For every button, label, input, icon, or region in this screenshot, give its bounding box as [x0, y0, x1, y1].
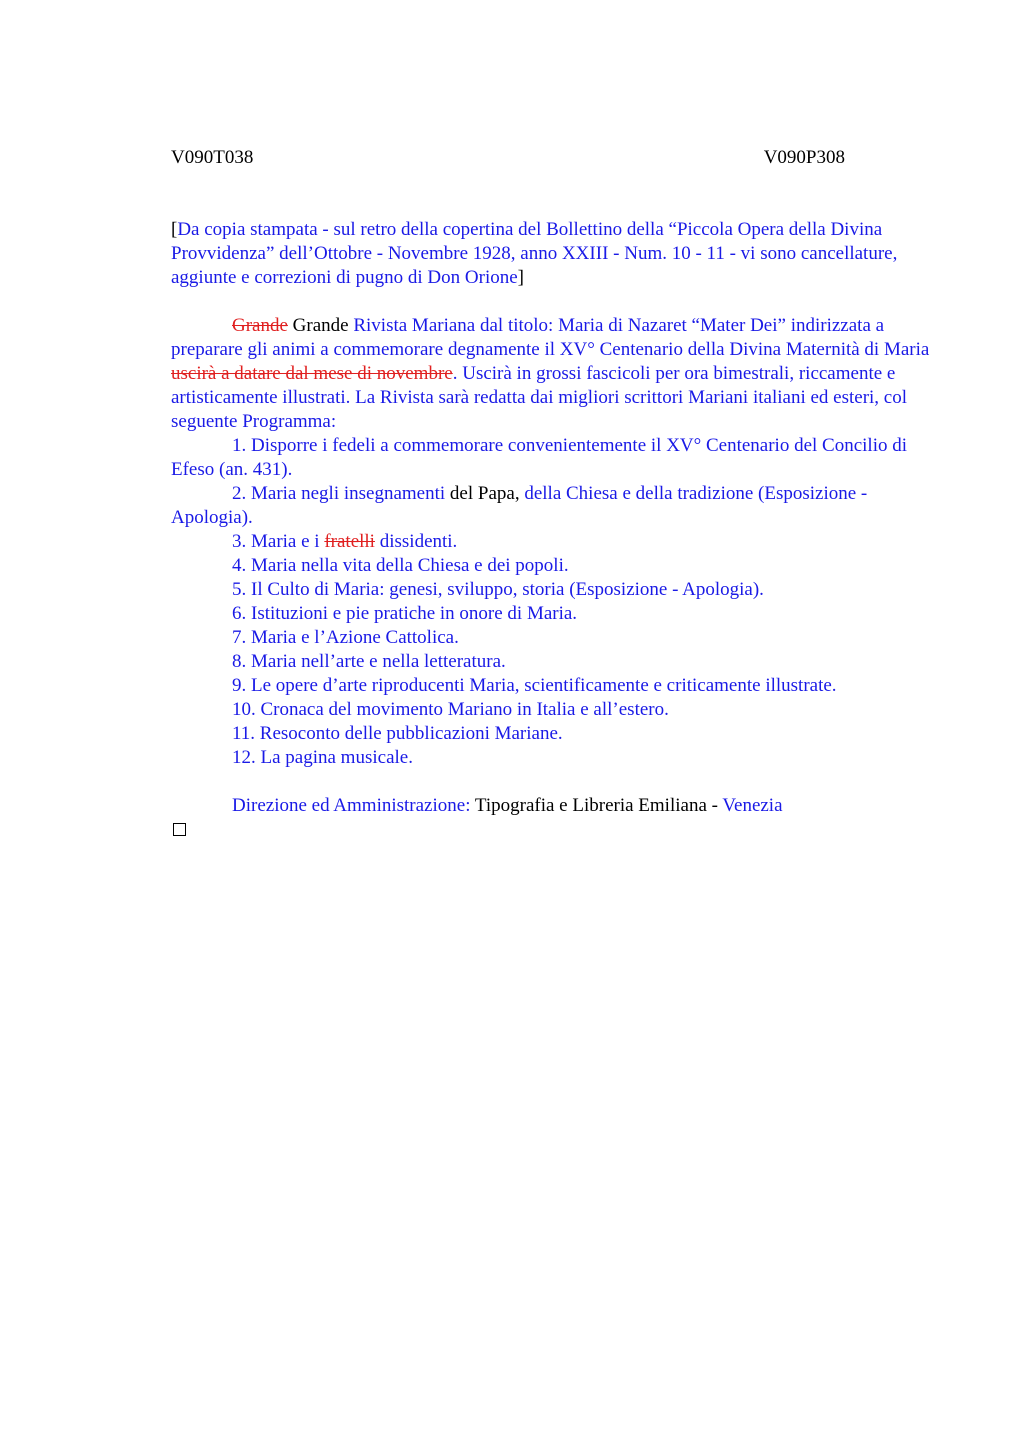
program-item-2-part-a: 2. Maria negli insegnamenti [232, 483, 446, 504]
left-document-code: V090T038 [171, 147, 254, 168]
publisher-label: Direzione ed Amministrazione: [232, 795, 471, 816]
note-open-bracket: [ [171, 219, 178, 240]
editorial-note [171, 218, 931, 290]
intro-text-part-1: Rivista Mariana dal titolo: Maria di Nazaret “Mater Dei” indirizzata a preparare gli animi a commemorare degnamente il XV° Centenario della Divina Maternità di Maria [171, 315, 930, 360]
program-item-1: 1. Disporre i fedeli a commemorare convenientemente il XV° Centenario del Concilio di Efeso (an. 431). [171, 435, 908, 480]
deleted-word-grande: Grande [232, 315, 288, 336]
program-item-10: 10. Cronaca del movimento Mariano in Italia e all’estero. [232, 699, 669, 720]
program-item-2 [171, 482, 931, 530]
publisher-city: Venezia [722, 795, 783, 816]
program-item-2-part-c: della Chiesa e della tradizione (Esposizione - Apologia). [171, 483, 868, 528]
program-item-5: 5. Il Culto di Maria: genesi, sviluppo, storia (Esposizione - Apologia). [232, 579, 764, 600]
intro-text-part-2: . Uscirà in grossi fascicoli per ora bimestrali, riccamente e artisticamente illustrati. La Rivista sarà redatta dai migliori scrittori Mariani italiani ed esteri, col seguente Programma: [171, 363, 908, 432]
program-list [171, 434, 931, 770]
end-of-document-box-icon [173, 823, 186, 836]
publisher-line [171, 794, 931, 818]
program-item-4: 4. Maria nella vita della Chiesa e dei popoli. [232, 555, 569, 576]
note-close-bracket: ] [517, 267, 524, 288]
program-item-8: 8. Maria nell’arte e nella letteratura. [232, 651, 506, 672]
program-item-3-part-a: 3. Maria e i [232, 531, 320, 552]
program-item-2-handwritten: del Papa, [449, 483, 520, 504]
document-header [171, 146, 845, 170]
program-item-3-part-b: dissidenti. [379, 531, 458, 552]
program-item-3 [171, 530, 931, 554]
program-item-12: 12. La pagina musicale. [232, 747, 413, 768]
note-text: Da copia stampata - sul retro della copertina del Bollettino della “Piccola Opera della Divina Provvidenza” dell’Ottobre - Novembre 1928, anno XXIII - Num. 10 - 11 - vi sono cancellature, aggiunte e correzioni di pugno di Don Orione [171, 219, 898, 288]
right-document-code: V090P308 [763, 147, 845, 168]
intro-paragraph [171, 314, 931, 434]
program-item-7: 7. Maria e l’Azione Cattolica. [232, 627, 459, 648]
inserted-word-grande: Grande [292, 315, 349, 336]
deleted-phrase-novembre: uscirà a datare dal mese di novembre [171, 363, 453, 384]
document-page [171, 146, 931, 836]
deleted-word-fratelli: fratelli [324, 531, 375, 552]
program-item-11: 11. Resoconto delle pubblicazioni Mariane. [232, 723, 563, 744]
program-item-9: 9. Le opere d’arte riproducenti Maria, scientificamente e criticamente illustrate. [232, 675, 837, 696]
program-item-6: 6. Istituzioni e pie pratiche in onore di Maria. [232, 603, 578, 624]
publisher-name: Tipografia e Libreria Emiliana - [474, 795, 718, 816]
